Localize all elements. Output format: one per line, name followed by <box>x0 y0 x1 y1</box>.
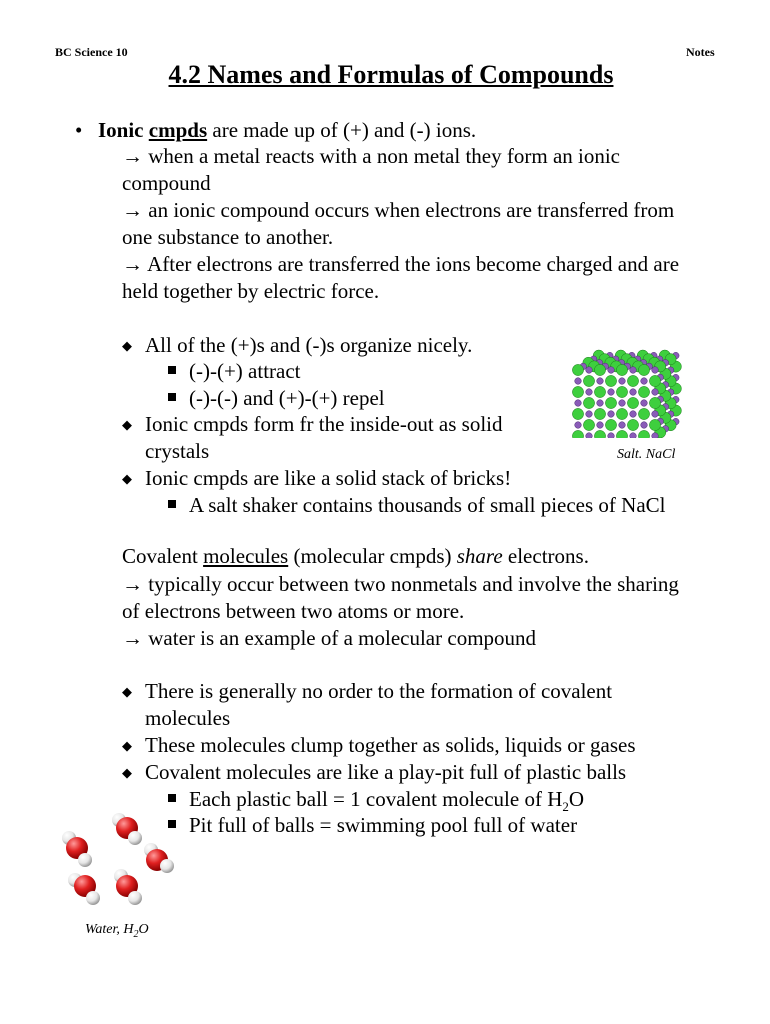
ionic-bullet-continuation: crystals <box>145 439 210 463</box>
chloride-ion <box>583 397 594 408</box>
chloride-ion <box>594 364 605 375</box>
chloride-ion <box>572 364 583 375</box>
diamond-bullet-icon: ◆ <box>122 765 132 780</box>
ionic-intro-rest: are made up of (+) and (-) ions. <box>207 118 477 142</box>
square-bullet-icon <box>168 393 176 401</box>
sodium-ion <box>586 367 593 374</box>
ionic-line: held together by electric force. <box>122 279 380 303</box>
ionic-line: → an ionic compound occurs when electrons are transferred from <box>122 198 675 222</box>
chloride-ion <box>627 397 638 408</box>
hydrogen-atom <box>128 831 142 845</box>
page-title: 4.2 Names and Formulas of Compounds <box>168 60 614 89</box>
sodium-ion <box>575 378 582 385</box>
sodium-ion <box>597 400 604 407</box>
hydrogen-atom <box>78 853 92 867</box>
covalent-bullet: ◆ Covalent molecules are like a play-pit full of plastic balls <box>122 760 627 784</box>
chloride-ion <box>616 386 627 397</box>
water-molecules-icon <box>55 808 180 920</box>
covalent-bullet: ◆ These molecules clump together as solids, liquids or gases <box>122 733 636 757</box>
sodium-ion <box>586 389 593 396</box>
chloride-ion <box>649 375 660 386</box>
hydrogen-atom <box>86 891 100 905</box>
ionic-line: one substance to another. <box>122 225 334 249</box>
chloride-ion <box>605 419 616 430</box>
sodium-ion <box>630 367 637 374</box>
water-caption: Water, $H_2O$ <box>85 922 149 940</box>
diamond-bullet-icon: ◆ <box>122 471 132 486</box>
diamond-bullet-icon: ◆ <box>122 338 132 353</box>
sodium-ion <box>641 400 648 407</box>
sodium-ion <box>619 378 626 385</box>
sodium-ion <box>630 433 637 438</box>
sodium-ion <box>575 422 582 429</box>
covalent-sub-bullet: Pit full of balls = swimming pool full of water <box>168 812 577 839</box>
sodium-ion <box>630 389 637 396</box>
chloride-ion <box>638 408 649 419</box>
sodium-ion <box>652 411 659 418</box>
chloride-ion <box>594 408 605 419</box>
ionic-bullet: ◆ All of the (+)s and (-)s organize nicely. <box>122 333 473 357</box>
covalent-bullet: ◆ There is generally no order to the formation of covalent <box>122 679 613 703</box>
chloride-ion <box>594 386 605 397</box>
chloride-ion <box>627 375 638 386</box>
sodium-ion <box>608 433 615 438</box>
sodium-ion <box>608 367 615 374</box>
notes-label: Notes <box>686 45 715 59</box>
chloride-ion <box>572 408 583 419</box>
molecules-term: molecules <box>203 544 289 568</box>
sodium-ion <box>652 367 659 374</box>
ionic-sub-bullet: (-)-(-) and (+)-(+) repel <box>168 385 385 412</box>
sodium-ion <box>619 422 626 429</box>
chloride-ion <box>627 419 638 430</box>
covalent-line: → water is an example of a molecular compound <box>122 626 537 650</box>
sodium-ion <box>608 411 615 418</box>
nacl-crystal-icon <box>570 338 695 438</box>
covalent-line: of electrons between two atoms or more. <box>122 599 465 623</box>
chloride-ion <box>605 397 616 408</box>
share-term: share <box>456 544 503 568</box>
covalent-sub-bullet: Each plastic ball = 1 covalent molecule of $H_2O$ <box>168 786 584 813</box>
ionic-bullet: ◆ Ionic cmpds form fr the inside-out as solid <box>122 412 503 436</box>
chloride-ion <box>572 386 583 397</box>
chloride-ion <box>605 375 616 386</box>
sodium-ion <box>641 422 648 429</box>
nacl-caption: Salt. NaCl <box>617 447 676 462</box>
course-label: BC Science 10 <box>55 45 128 59</box>
ionic-cmpds-term: cmpds <box>148 118 208 142</box>
sodium-ion <box>586 433 593 438</box>
chloride-ion <box>638 386 649 397</box>
chloride-ion <box>583 375 594 386</box>
sodium-ion <box>619 400 626 407</box>
diamond-bullet-icon: ◆ <box>122 684 132 699</box>
chloride-ion <box>649 397 660 408</box>
sodium-ion <box>608 389 615 396</box>
sodium-ion <box>652 433 659 438</box>
chloride-ion <box>638 430 649 438</box>
sodium-ion <box>575 400 582 407</box>
sodium-ion <box>597 378 604 385</box>
round-bullet-icon: • <box>75 118 83 142</box>
sodium-ion <box>597 422 604 429</box>
square-bullet-icon <box>168 794 176 802</box>
ionic-sub-bullet: A salt shaker contains thousands of small pieces of NaCl <box>168 492 666 519</box>
ionic-term: Ionic <box>98 118 144 142</box>
chloride-ion <box>572 430 583 438</box>
sodium-ion <box>641 378 648 385</box>
chloride-ion <box>583 419 594 430</box>
hydrogen-atom <box>128 891 142 905</box>
chloride-ion <box>638 364 649 375</box>
chloride-ion <box>616 430 627 438</box>
ionic-line: compound <box>122 171 211 195</box>
ionic-line: → After electrons are transferred the ions become charged and are <box>122 252 680 276</box>
covalent-intro: Covalent molecules (molecular cmpds) share electrons. <box>122 544 589 568</box>
covalent-line: → typically occur between two nonmetals and involve the sharing <box>122 572 679 596</box>
ionic-bullet-line <box>75 117 476 144</box>
ionic-line: → when a metal reacts with a non metal they form an ionic <box>122 144 621 168</box>
sodium-ion <box>652 389 659 396</box>
sodium-ion <box>586 411 593 418</box>
diamond-bullet-icon: ◆ <box>122 417 132 432</box>
square-bullet-icon <box>168 366 176 374</box>
chloride-ion <box>649 419 660 430</box>
chloride-ion <box>616 364 627 375</box>
square-bullet-icon <box>168 500 176 508</box>
covalent-bullet-continuation: molecules <box>145 706 231 730</box>
ionic-bullet: ◆ Ionic cmpds are like a solid stack of bricks! <box>122 466 512 490</box>
diamond-bullet-icon: ◆ <box>122 738 132 753</box>
sodium-ion <box>630 411 637 418</box>
chloride-ion <box>616 408 627 419</box>
chloride-ion <box>594 430 605 438</box>
ionic-sub-bullet: (-)-(+) attract <box>168 358 301 385</box>
hydrogen-atom <box>160 859 174 873</box>
